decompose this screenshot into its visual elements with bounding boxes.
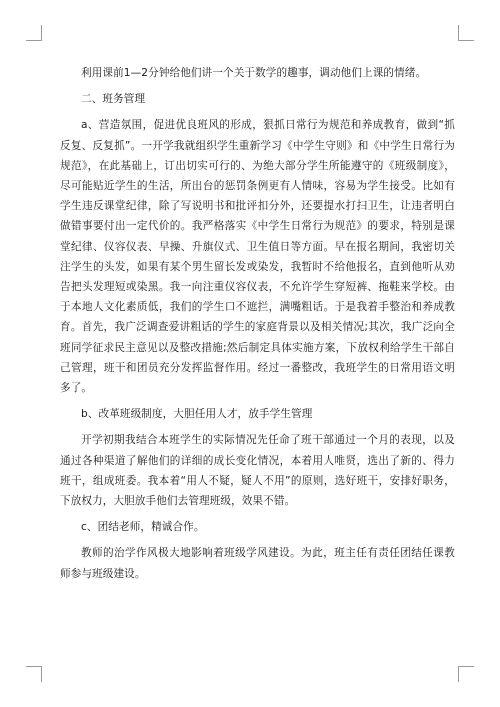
crop-mark-bottom-left — [26, 666, 42, 667]
document-body — [60, 63, 455, 584]
crop-mark-top-left — [26, 40, 42, 41]
subheading-item-b: b、改革班级制度，大胆任用人才，放手学生管理 — [81, 408, 313, 421]
paragraph-intro: 利用课前1—2分钟给他们讲一个关于数学的趣事，调动他们上课的情绪。 — [81, 67, 427, 79]
paragraph-item-c: 教师的治学作风极大地影响着班级学风建设。为此，班主任有责任团结任课教师参与班级建设。 — [60, 547, 455, 580]
paragraph-item-b: 开学初期我结合本班学生的实际情况先任命了班干部通过一个月的表现，以及通过各种渠道了解他们的详细的成长变化情况，本着用人唯贤，选出了新的、得力班干，组成班委。我本着“用人不疑，疑人不用”的原则，选好班干，安排好职务，下放权力，大胆放手他们去管理班级，效果不错。 — [60, 434, 455, 508]
crop-mark-top-right — [458, 25, 459, 41]
subheading-item-c: c、团结老师，精诚合作。 — [81, 521, 205, 534]
crop-mark-bottom-left — [41, 666, 42, 682]
crop-mark-bottom-right — [458, 666, 459, 682]
crop-mark-top-right — [458, 40, 474, 41]
section-heading-class-affairs: 二、班务管理 — [81, 93, 146, 106]
crop-mark-bottom-right — [458, 666, 474, 667]
crop-mark-top-left — [41, 25, 42, 41]
paragraph-item-a: a、营造氛围，促进优良班风的形成，狠抓日常行为规范和养成教育，做到“抓反复、反复抓”。一开学我就组织学生重新学习《中学生守则》和《中学生日常行为规范》，在此基础上，订出切实可行的、为绝大部分学生所能遵守的《班级制度》，尽可能贴近学生的生活，所出台的惩罚条例更有人情味，容易为学生接受。比如有学生违反课堂纪律，除了写说明书和批评扣分外，还要提水打扫卫生，让违者明白做错事要付出一定代价的。我严格落实《中学生日常行为规范》的要求，特别是课堂纪律、仪容仪表、早操、升旗仪式、卫生值日等方面。早在报名期间，我密切关注学生的头发，如果有某个男生留长发或染发，我暂时不给他报名，直到他听从劝告把头发理短或染黑。我一向注重仪容仪表，不允许学生穿短裤、拖鞋来学校。由于本地人文化素质低，我们的学生口不遮拦，满嘴粗话。于是我着手整治和养成教育。首先，我广泛调查爱讲粗话的学生的家庭背景以及相关情况;其次，我广泛向全班同学征求民主意见以及整改措施;然后制定具体实施方案，下放权利给学生干部自己管理，班干和团员充分发挥监督作用。经过一番整改，我班学生的日常用语文明多了。 — [60, 119, 455, 395]
